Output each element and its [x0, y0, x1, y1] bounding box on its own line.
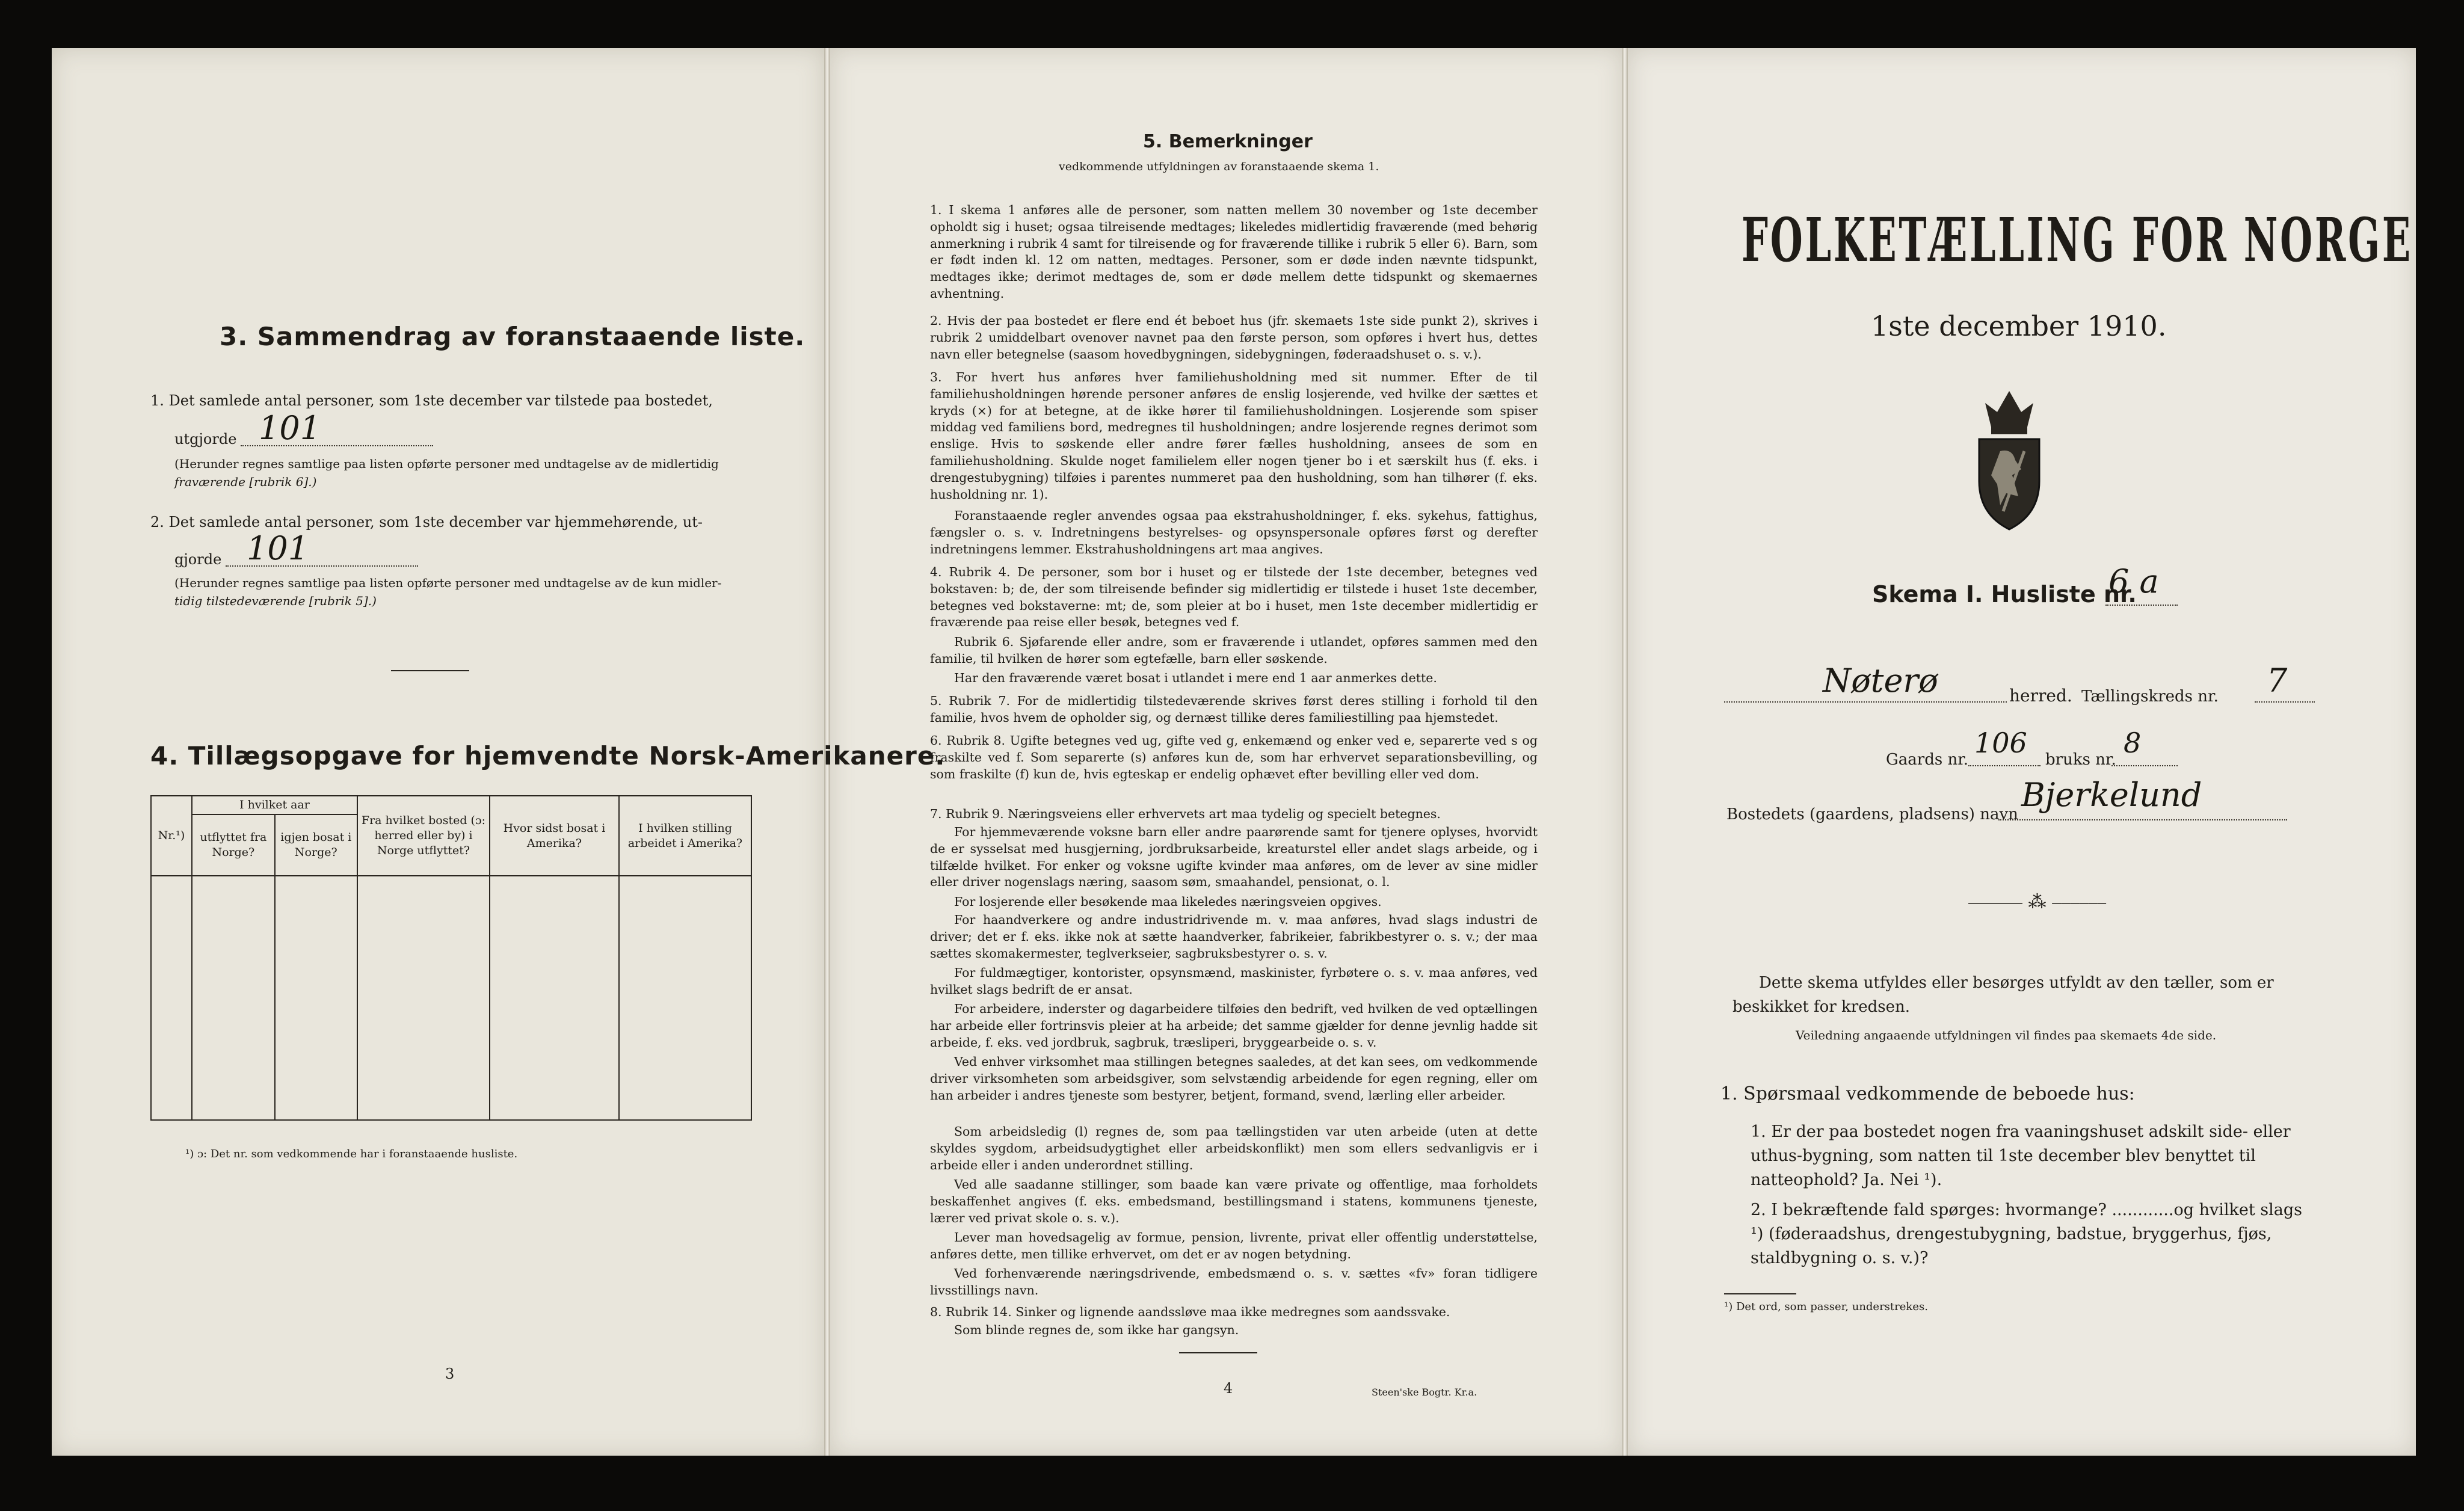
s3-item2-text: 2. Det samlede antal personer, som 1ste december var hjemmehørende, ut-	[150, 514, 703, 531]
ornament-divider: ⎯⎯⎯⎯⎯⎯ ⁂ ⎯⎯⎯⎯⎯⎯	[1968, 891, 2107, 912]
col-nr: Nr.¹)	[151, 796, 192, 876]
table-cell[interactable]	[151, 876, 192, 1120]
table-row	[151, 876, 751, 1120]
remark-8b: Som blinde regnes de, som ikke har gangsyn.	[954, 1323, 1239, 1337]
kreds-value: 7	[2267, 662, 2288, 700]
bruks-label: bruks nr.	[2045, 751, 2116, 769]
s3-item1-label: utgjorde	[174, 431, 237, 448]
right-footnote: ¹) Det ord, som passer, understrekes.	[1724, 1300, 1928, 1313]
table-footnote: ¹) ɔ: Det nr. som vedkommende har i foranstaaende husliste.	[185, 1148, 518, 1160]
remark-7j: Lever man hovedsagelig av formue, pension, livrente, privat eller offentlig understøttelse, anføres dette, men tillike erhvervet, om det er av nogen betydning.	[930, 1230, 1538, 1261]
section-5-subtitle: vedkommende utfyldningen av foranstaaende skema 1.	[1059, 160, 1379, 173]
question-1: 1. Er der paa bostedet nogen fra vaaningshuset adskilt side- eller uthus-bygning, som natten til 1ste december blev benyttet til natteophold? Ja. Nei ¹).	[1751, 1122, 2291, 1189]
census-date: 1ste december 1910.	[1871, 310, 2167, 342]
remark-7: 7. Rubrik 9. Næringsveiens eller erhvervets art maa tydelig og specielt betegnes.	[930, 807, 1441, 821]
remark-7g: Ved enhver virksomhet maa stillingen betegnes saaledes, at det kan sees, om vedkommende driver virksomheten som arbeidsgiver, som selvstændig arbeidende for egen regning, eller om han arbeider i andres tjeneste som bestyrer, betjent, formand, svend, lærling eller arbeider.	[930, 1054, 1538, 1103]
s3-item1-value: 101	[259, 409, 321, 447]
table-cell[interactable]	[192, 876, 275, 1120]
gaards-value: 106	[1974, 727, 2027, 759]
table-cell[interactable]	[619, 876, 751, 1120]
s3-item1-text: 1. Det samlede antal personer, som 1ste december var tilstede paa bostedet,	[150, 392, 713, 409]
divider	[1179, 1352, 1257, 1353]
table-cell[interactable]	[490, 876, 619, 1120]
page-number-middle: 4	[1224, 1380, 1233, 1397]
s3-item2-label: gjorde	[174, 551, 222, 568]
divider	[391, 670, 469, 671]
instruction-text: Dette skema utfyldes eller besørges utfyldt av den tæller, som er beskikket for kredsen.	[1732, 974, 2274, 1016]
herred-value: Nøterø	[1823, 662, 1938, 700]
section-3-title: 3. Sammendrag av foranstaaende liste.	[220, 322, 805, 351]
gaards-label: Gaards nr.	[1886, 751, 1969, 769]
remark-5: 5. Rubrik 7. For de midlertidig tilstedeværende skrives først deres stilling i forhold til den familie, hvos hvem de opholder sig, og dernæst tillike deres familiestilling paa hjemstedet.	[930, 694, 1538, 725]
printer-credit: Steen'ske Bogtr. Kr.a.	[1372, 1386, 1477, 1398]
norway-coat-of-arms-icon	[1967, 385, 2051, 535]
remark-3: 3. For hvert hus anføres hver familiehusholdning med sit nummer. Efter de til familiehusholdningen hørende personer anføres de enslig losjerende, ved hvilke der sættes et kryds (×) for at betegne, at de ikke hører til familiehusholdningen. Losjerende som spiser middag ved familiens bord, medregnes til husholdningen; andre losjerende regnes derimot som enslige. Hvis to søskende eller andre fører fælles husholdning, ansees de som en familiehusholdning. Skulde noget familielem eller nogen tjener bo i et særskilt hus (f. eks. i drengestubygning) tilføies i parentes nummeret paa den husholdning, som han tilhører (f. eks. husholdning nr. 1).	[930, 370, 1538, 502]
bosted-fill-line	[1998, 819, 2287, 820]
question-2: 2. I bekræftende fald spørges: hvormange? ............og hvilket slags ¹) (føderaadshus, drengestubygning, badstue, bryggerhus, fjøs, staldbygning o. s. v.)?	[1751, 1201, 2302, 1267]
remark-4: 4. Rubrik 4. De personer, som bor i huset og er tilstede der 1ste december, betegnes ved bokstaven: b; de, der som tilreisende befinder sig midlertidig er tilstede i huset 1ste december, betegnes ved bokstaverne: mt; de, som pleier at bo i huset, men 1ste december midlertidig er fraværende paa reise eller besøk, betegnes ved f.	[930, 565, 1538, 630]
herred-fill-line	[1724, 701, 2007, 703]
bruks-value: 8	[2124, 727, 2142, 759]
s3-item1-note-2: fraværende [rubrik 6].)	[174, 475, 317, 489]
question-section-title: 1. Spørsmaal vedkommende de beboede hus:	[1720, 1083, 2135, 1104]
footnote-rule	[1724, 1293, 1796, 1294]
remark-7i: Ved alle saadanne stillinger, som baade kan være private og offentlige, maa forholdets beskaffenhet angives (f. eks. embedsmand, bestillingsmand i statens, kommunens tjeneste, lærer ved privat skole o. s. v.).	[930, 1177, 1538, 1225]
census-title: FOLKETÆLLING FOR NORGE	[1742, 205, 2413, 275]
remark-4b: Rubrik 6. Sjøfarende eller andre, som er fraværende i utlandet, opføres sammen med den familie, til hvilken de hører som egtefælle, barn eller søskende.	[930, 635, 1538, 666]
col-fra-hvilket-bosted: Fra hvilket bosted (ɔ: herred eller by) i Norge utflyttet?	[357, 796, 490, 876]
instruction-note: Veiledning angaaende utfyldningen vil findes paa skemaets 4de side.	[1796, 1028, 2217, 1042]
gaards-fill-line	[1968, 765, 2040, 766]
col-i-hvilket-aar: I hvilket aar	[192, 796, 357, 814]
remark-1: 1. I skema 1 anføres alle de personer, som natten mellem 30 november og 1ste december opholdt sig i huset; ogsaa tilreisende medtages; likeledes midlertidig fraværende (med behørig anmerkning i rubrik 4 samt for tilreisende og for fraværende tillike i rubrik 5 eller 6). Barn, som er født inden kl. 12 om natten, medtages. Personer, som er døde inden nævnte tidspunkt, medtages ikke; derimot medtages de, som er døde mellem dette tidspunkt og skemaernes avhentning.	[930, 203, 1538, 301]
husliste-fill-line	[2105, 605, 2178, 606]
table-cell[interactable]	[357, 876, 490, 1120]
s3-item2-note-2: tidig tilstedeværende [rubrik 5].)	[174, 594, 377, 608]
s3-item2-note: (Herunder regnes samtlige paa listen opførte personer med undtagelse av de kun midler-	[174, 576, 722, 590]
remark-7h: Som arbeidsledig (l) regnes de, som paa tællingstiden var uten arbeide (uten at dette skyldes sygdom, arbeidsudygtighet eller arbeidskonflikt) men som ellers sedvanligvis er i arbeide eller i anden underordnet stilling.	[930, 1124, 1538, 1172]
remarks-text	[930, 202, 1538, 1339]
col-igjen-bosat: igjen bosat i Norge?	[275, 814, 357, 876]
remark-8: 8. Rubrik 14. Sinker og lignende aandssløve maa ikke medregnes som aandssvake.	[930, 1305, 1450, 1319]
bruks-fill-line	[2111, 765, 2178, 766]
col-stilling: I hvilken stilling arbeidet i Amerika?	[619, 796, 751, 876]
remark-7f: For arbeidere, inderster og dagarbeidere tilføies den bedrift, ved hvilken de ved optællingen har arbeide eller fortrinsvis pleier at ha arbeide; det samme gjælder for denne jevnlig hadde sit arbeide, f. eks. ved jordbruk, sagbruk, træsliperi, bryggearbeide o. s. v.	[930, 1002, 1538, 1050]
remark-4c: Har den fraværende været bosat i utlandet i mere end 1 aar anmerkes dette.	[954, 671, 1437, 685]
bosted-value: Bjerkelund	[2021, 776, 2202, 814]
remark-7k: Ved forhenværende næringsdrivende, embedsmænd o. s. v. sættes «fv» foran tidligere livsstillings navn.	[930, 1266, 1538, 1297]
remark-3b: Foranstaaende regler anvendes ogsaa paa ekstrahusholdninger, f. eks. sykehus, fattighus, fængsler o. s. v. Indretningens bestyrelses- og opsynspersonale opføres først og derefter indretningens lemmer. Ekstrahusholdningens art maa angives.	[930, 508, 1538, 556]
page-number-left: 3	[445, 1365, 455, 1382]
herred-label: herred.	[2009, 686, 2072, 706]
col-utflyttet: utflyttet fra Norge?	[192, 814, 275, 876]
remark-2: 2. Hvis der paa bostedet er flere end ét beboet hus (jfr. skemaets 1ste side punkt 2), skrives i rubrik 2 umiddelbart ovenover navnet paa den første person, som opføres i hvert hus, dettes navn eller betegnelse (saasom hovedbygningen, sidebygningen, føderaadshuset o. s. v.).	[930, 313, 1538, 362]
table-cell[interactable]	[275, 876, 357, 1120]
section-4-title: 4. Tillægsopgave for hjemvendte Norsk-Amerikanere.	[150, 741, 946, 771]
remark-7c: For losjerende eller besøkende maa likeledes næringsveien opgives.	[954, 894, 1382, 909]
remark-6: 6. Rubrik 8. Ugifte betegnes ved ug, gifte ved g, enkemænd og enker ved e, separerte ved s og fraskilte ved f. Som separerte (s) anføres kun de, som har erhvervet separationsbevilling, og som fraskilte (f) kun de, hvis egteskap er endelig ophævet efter bevilling eller ved dom.	[930, 733, 1538, 781]
col-hvor-sidst-bosat: Hvor sidst bosat i Amerika?	[490, 796, 619, 876]
s3-item1-note: (Herunder regnes samtlige paa listen opførte personer med undtagelse av de midlertidig	[174, 457, 719, 471]
kreds-fill-line	[2255, 701, 2315, 703]
skema-label: Skema I. Husliste nr.	[1872, 581, 2137, 608]
kreds-label: Tællingskreds nr.	[2081, 688, 2219, 706]
s3-item2-value: 101	[247, 529, 309, 567]
section-5-title: 5. Bemerkninger	[1143, 131, 1313, 152]
norsk-amerikanere-table	[150, 795, 752, 1121]
husliste-nr-value: 6 a	[2108, 562, 2159, 600]
bosted-label: Bostedets (gaardens, pladsens) navn	[1726, 805, 2018, 823]
page-fold	[1622, 48, 1628, 1456]
remark-7b: For hjemmeværende voksne barn eller andre paarørende samt for tjenere oplyses, hvorvidt de er sysselsat med husgjerning, jordbruksarbeide, kreaturstel eller andet slags arbeide, og i tilfælde hvilket. For enker og voksne ugifte kvinder maa anføres, om de lever av sine midler eller driver nogenslags næring, saasom søm, smaahandel, pensionat, o. l.	[930, 825, 1538, 890]
remark-7d: For haandverkere og andre industridrivende m. v. maa anføres, hvad slags industri de driver; det er f. eks. ikke nok at sætte haandverker, fabrikeier, fabrikbestyrer o. s. v.; der maa sættes skomakermester, teglverkseier, sagbruksbestyrer o. s. v.	[930, 912, 1538, 961]
remark-7e: For fuldmægtiger, kontorister, opsynsmænd, maskinister, fyrbøtere o. s. v. maa anføres, ved hvilket slags bedrift de er ansat.	[930, 965, 1538, 997]
